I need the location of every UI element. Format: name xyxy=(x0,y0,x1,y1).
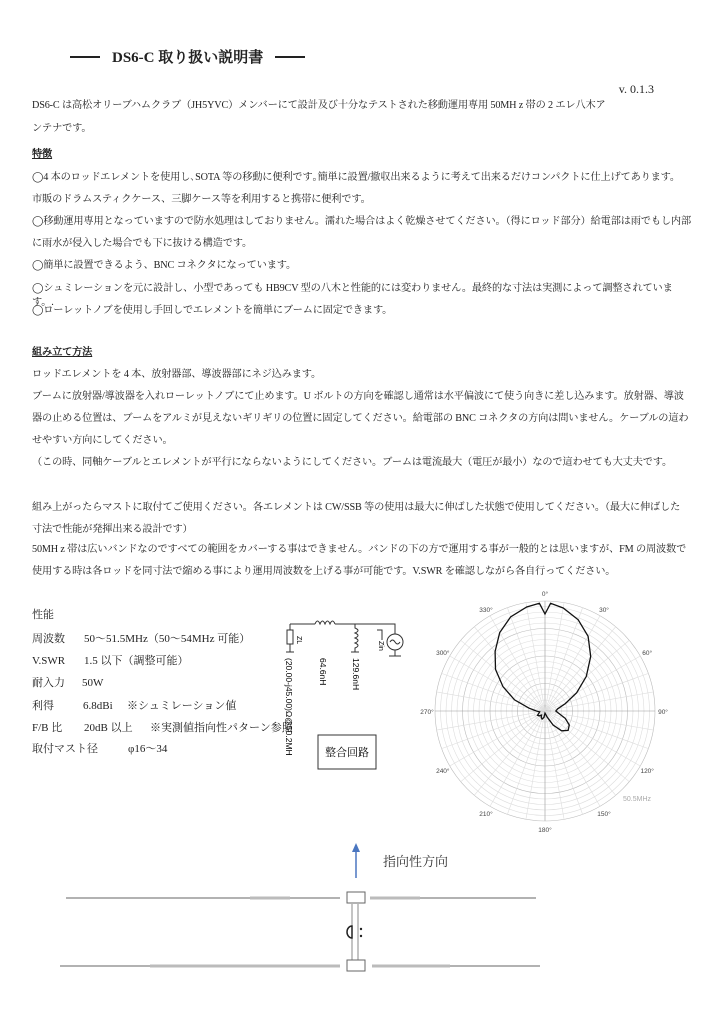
angle-tick-label: 330° xyxy=(479,606,493,614)
sine-wave-icon xyxy=(390,640,400,644)
title-dash-left xyxy=(70,56,100,58)
frequency-annotation: 50.5MHz xyxy=(623,796,652,803)
spec-value: 1.5 以下（調整可能） xyxy=(84,655,189,667)
spec-label: F/B 比 xyxy=(32,722,63,734)
angle-tick-label: 210° xyxy=(479,811,493,819)
spec-row xyxy=(32,740,167,756)
load-resistor-icon xyxy=(287,630,293,644)
feature-line: 市販のドラムスティクケース、三脚ケース等を利用すると携帯に便利です。 xyxy=(32,194,371,205)
spec-label: 耐入力 xyxy=(32,677,65,689)
ground-icon xyxy=(286,644,294,652)
title-dash-right xyxy=(275,56,305,58)
feature-line: ◯移動運用専用となっていますので防水処理はしておりません。濡れた場合はよく乾燥させてください。（得にロッド部分）給電部は雨でもし内部 xyxy=(32,216,691,227)
spec-value: 20dB 以上 xyxy=(84,722,133,734)
assembly-line: （この時、同軸ケーブルとエレメントが平行にならないようにしてください。ブームは電流最大（電圧が最小）なので這わせても大丈夫です。 xyxy=(32,457,673,468)
spec-note: ※実測値指向性パターン参照 xyxy=(150,722,293,734)
series-inductor-value: 64.6nH xyxy=(318,658,328,686)
spec-label: 取付マスト径 xyxy=(32,743,98,755)
assembly-line: ロッドエレメントを 4 本、放射器部、導波器部にネジ込みます。 xyxy=(32,369,322,380)
intro-line: DS6-C は高松オリーブハムクラブ（JH5YVC）メンバーにて設計及び十分なテストされた移動運用専用 50MH z 帯の 2 エレ八木ア xyxy=(32,100,606,111)
direction-arrow-head-icon xyxy=(352,843,360,852)
u-bolt-icon xyxy=(347,926,352,938)
angle-tick-label: 300° xyxy=(436,650,450,657)
direction-label: 指向性方向 xyxy=(383,854,449,869)
assembly-line: 使用する時は各ロッドを同寸法で縮める事により運用周波数を上げる事が可能です。V.SWR を確認しながら各自行ってください。 xyxy=(32,566,616,577)
bolt-dot xyxy=(360,928,362,930)
spec-note: ※シュミレーション値 xyxy=(127,700,237,712)
feature-line: に雨水が侵入した場合でも下に抜ける構造です。 xyxy=(32,238,253,249)
spec-row xyxy=(32,652,189,668)
zin-label: Zin xyxy=(377,641,384,651)
assembly-line: ブームに放射器/導波器を入れローレットノブにて止めます。U ボルトの方向を確認し通常は水平偏波にて使う向きに差し込みます。放射器、導波 xyxy=(32,391,684,402)
intro-line: ンテナです。 xyxy=(32,123,92,134)
radiator-clamp xyxy=(347,960,365,971)
spec-row xyxy=(32,674,103,690)
load-label: ZL xyxy=(295,636,302,645)
angle-tick-label: 0° xyxy=(541,591,549,598)
spec-value: φ16～34 xyxy=(128,743,168,755)
specs-heading: 性能 xyxy=(32,609,54,621)
feature-line: ◯4 本のロッドエレメントを使用し､SOTA 等の移動に便利です｡簡単に設置/撤収出来るように考えて出来るだけコンパクトに仕上げてあります。 xyxy=(32,172,680,183)
series-inductor xyxy=(315,621,335,624)
spec-row xyxy=(32,630,250,646)
angle-tick-label: 30° xyxy=(599,606,609,614)
spec-value: 50～51.5MHz（50～54MHz 可能） xyxy=(84,633,251,645)
shunt-inductor xyxy=(351,624,359,652)
spec-row xyxy=(32,719,293,735)
angle-tick-label: 240° xyxy=(436,768,450,775)
matching-box-label: 整合回路 xyxy=(325,747,369,759)
spec-row xyxy=(32,697,236,713)
title-text: DS6-C 取り扱い説明書 xyxy=(112,50,264,66)
assembly-line: 寸法で性能が発揮出来る設計です） xyxy=(32,524,193,535)
shunt-inductor-value: 129.6nH xyxy=(351,658,361,691)
version-label: v. 0.1.3 xyxy=(618,82,654,96)
antenna-top-view-diagram xyxy=(0,840,724,990)
document-title xyxy=(70,46,305,67)
feature-line: ◯簡単に設置できるよう、BNC コネクタになっています。 xyxy=(32,260,296,271)
spec-value: 50W xyxy=(82,677,104,689)
zin-arrow-icon xyxy=(377,630,382,640)
load-value: (20.00-j45.00)Ω@50.2MH xyxy=(284,658,294,756)
assembly-line: 組み上がったらマストに取付てご使用ください。各エレメントは CW/SSB 等の使用は最大に伸ばした状態で使用してください。（最大に伸ばした xyxy=(32,502,681,513)
feature-line: ◯ローレットノブを使用し手回しでエレメントを簡単にブームに固定できます。 xyxy=(32,305,393,316)
assembly-line: 器の止める位置は、ブームをアルミが見えないギリギリの位置に固定してください。給電部の BNC コネクタの方向は問いません。ケーブルの這わ xyxy=(32,413,689,424)
angle-tick-label: 180° xyxy=(538,827,552,834)
angle-tick-label: 120° xyxy=(640,768,654,775)
director-clamp xyxy=(347,892,365,903)
bolt-dot xyxy=(360,935,362,937)
angle-tick-label: 150° xyxy=(597,811,611,819)
boom xyxy=(352,904,358,960)
directivity-polar-chart xyxy=(420,590,670,834)
ground-icon xyxy=(389,650,401,656)
angle-tick-label: 60° xyxy=(642,650,653,657)
assembly-heading: 組み立て方法 xyxy=(32,347,93,358)
matching-circuit-diagram xyxy=(280,600,420,780)
angle-tick-label: 270° xyxy=(420,709,434,716)
angle-tick-label: 90° xyxy=(658,709,668,716)
feature-line: ◯シュミレーションを元に設計し、小型であっても HB9CV 型の八木と性能的には変わりません。最終的な寸法は実測によって調整されています。. xyxy=(32,283,673,308)
spec-label: 周波数 xyxy=(32,633,65,645)
spec-label: 利得 xyxy=(32,700,54,712)
assembly-line: せやすい方向にしてください。 xyxy=(32,435,173,446)
wire xyxy=(335,624,395,634)
assembly-line: 50MH z 帯は広いバンドなのですべての範囲をカバーする事はできません。バンドの下の方で運用する事が一般的とは思いますが、FM の周波数で xyxy=(32,544,687,555)
spec-value: 6.8dBi xyxy=(83,700,113,712)
spec-label: V.SWR xyxy=(32,655,66,667)
features-heading: 特徴 xyxy=(32,149,53,160)
